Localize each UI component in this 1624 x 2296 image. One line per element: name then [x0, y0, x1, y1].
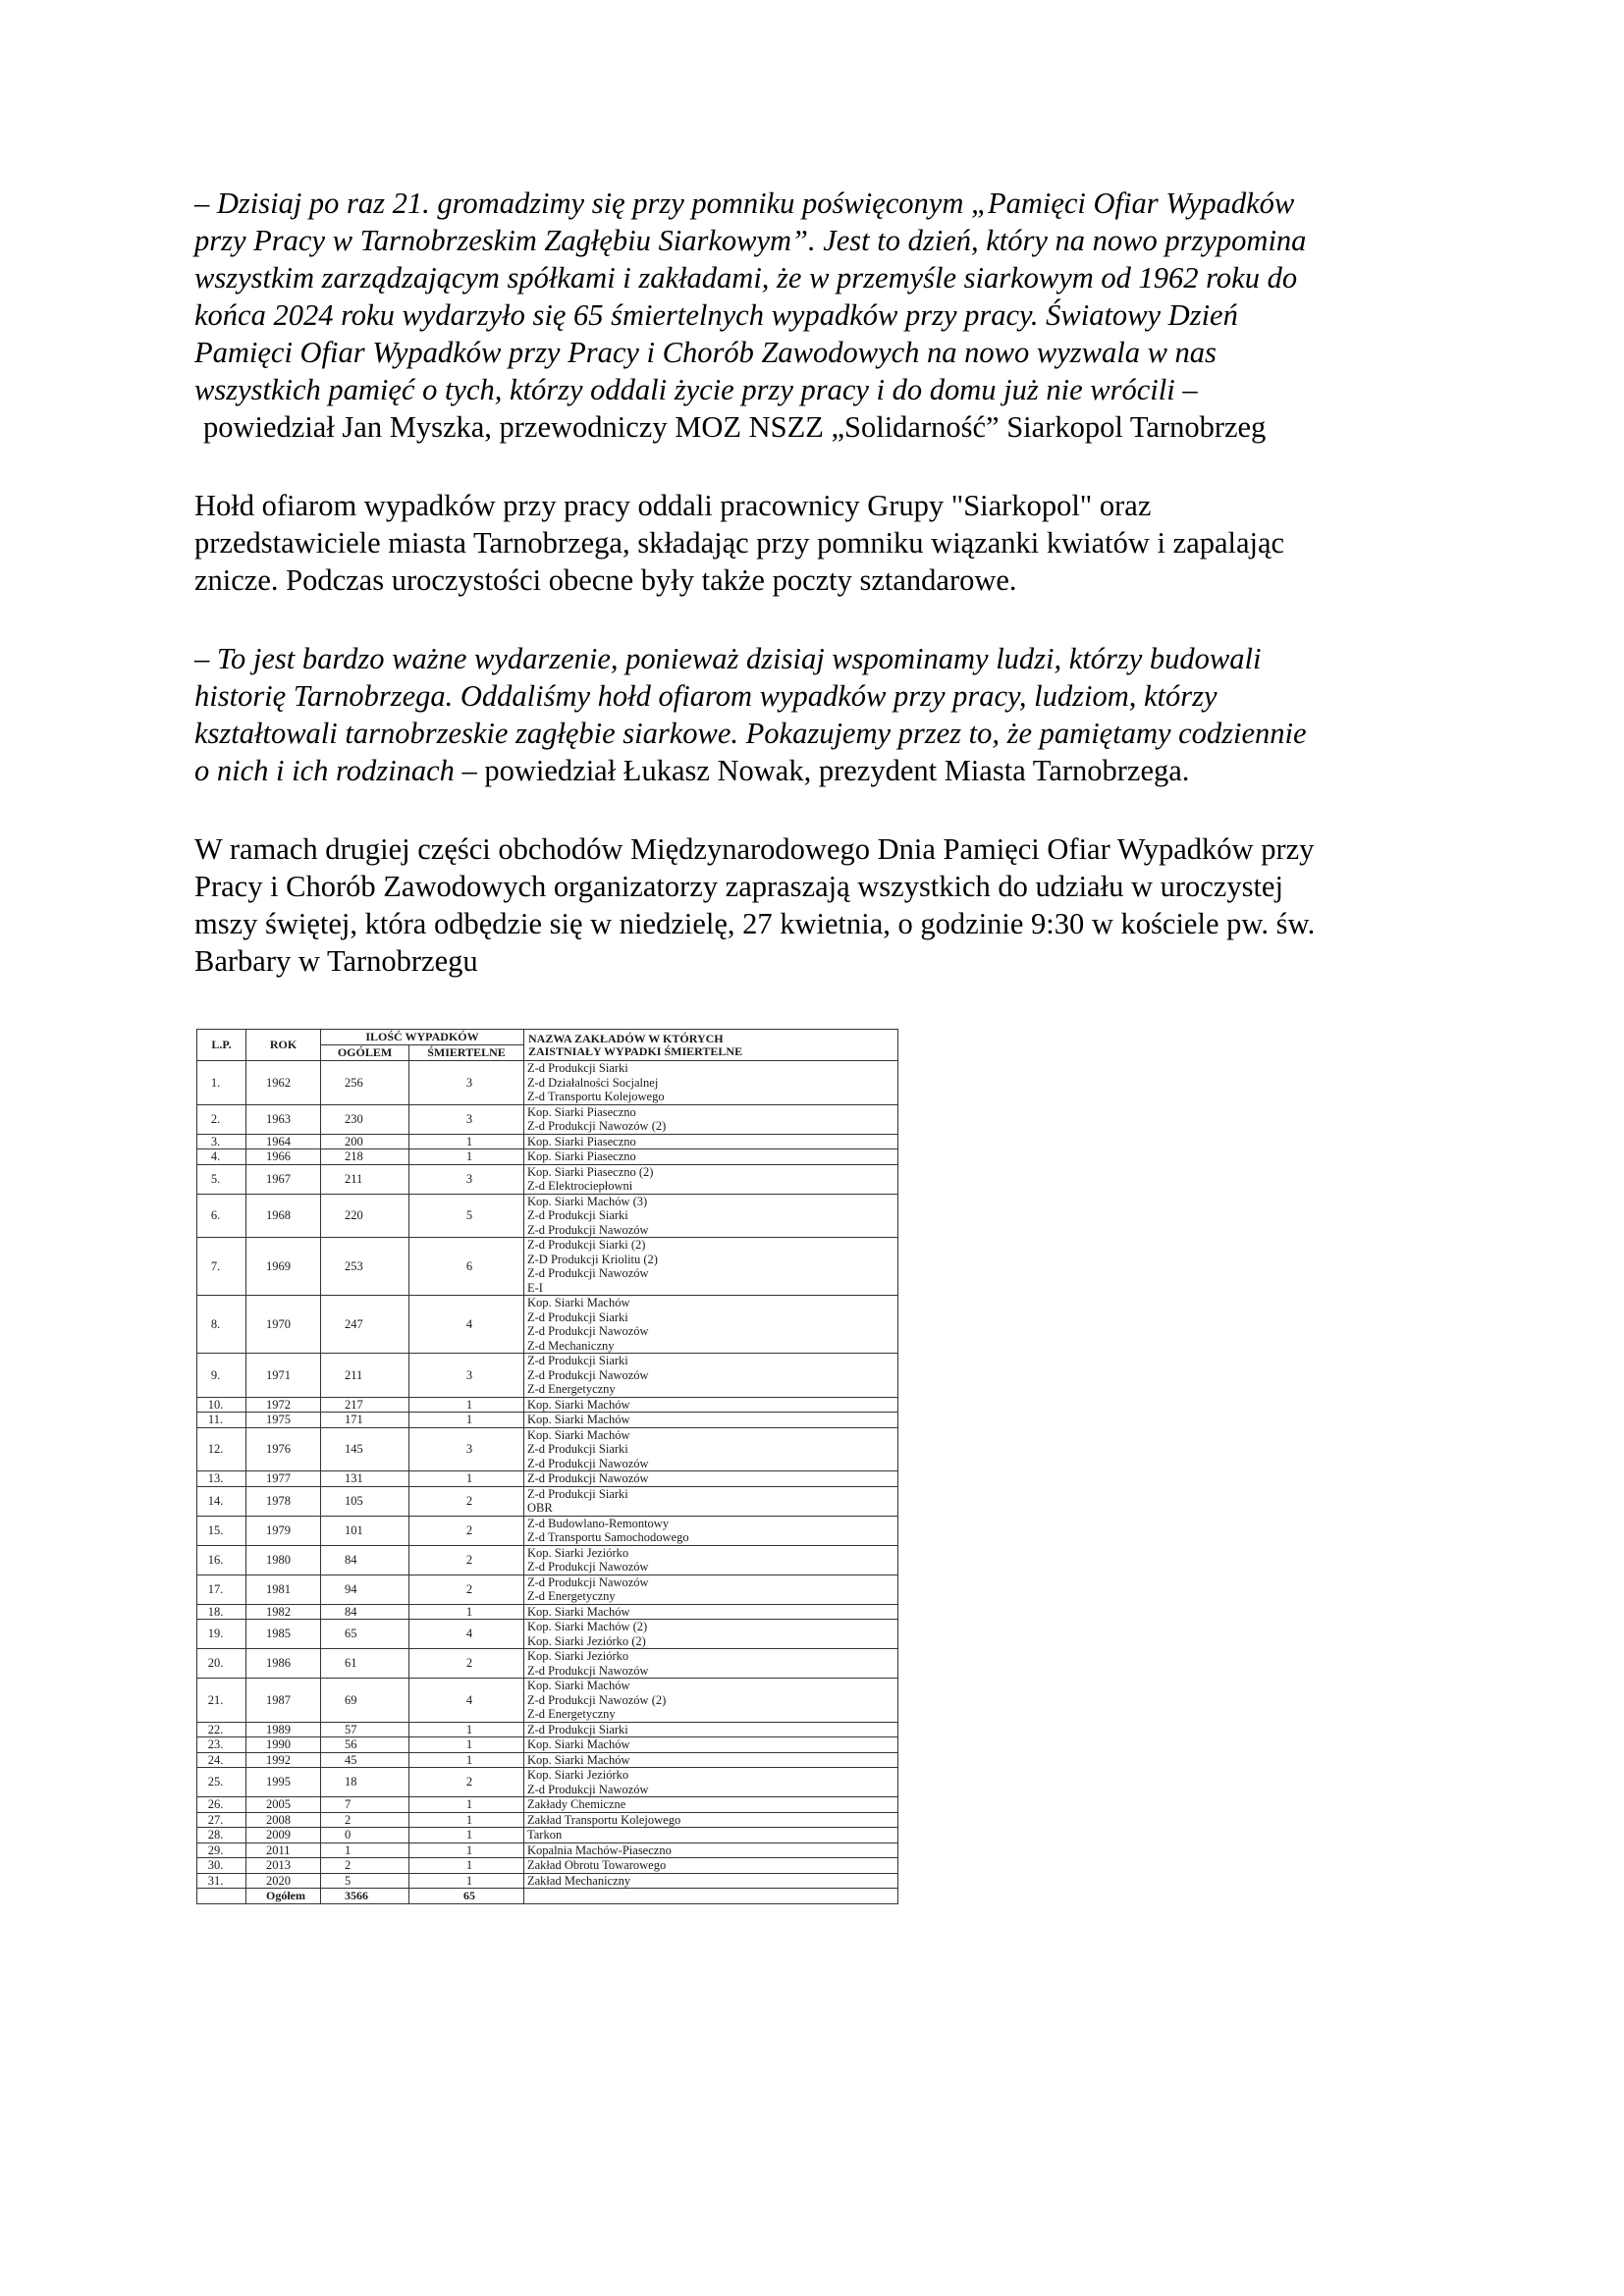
cell-rok: 1982 — [246, 1604, 321, 1620]
cell-lp: 7. — [197, 1238, 246, 1296]
cell-rok: 1986 — [246, 1649, 321, 1679]
cell-ogolem: 61 — [321, 1649, 409, 1679]
cell-lp: 27. — [197, 1812, 246, 1828]
header-nazwa-zakladow — [524, 1030, 898, 1061]
cell-ogolem: 211 — [321, 1164, 409, 1194]
cell-lp: 21. — [197, 1679, 246, 1723]
cell-ogolem: 45 — [321, 1752, 409, 1768]
table-row — [197, 1104, 898, 1134]
cell-zaklady — [524, 1842, 898, 1858]
zaklad-name: Kop. Siarki Machów — [527, 1427, 630, 1442]
cell-ogolem: 131 — [321, 1471, 409, 1487]
table-row — [197, 1679, 898, 1723]
zaklad-name: Z-d Produkcji Siarki — [527, 1061, 628, 1075]
cell-rok: 1987 — [246, 1679, 321, 1723]
zaklad-name: E-I — [527, 1280, 543, 1295]
cell-rok: 1976 — [246, 1427, 321, 1471]
cell-zaklady — [524, 1752, 898, 1768]
table-row — [197, 1413, 898, 1428]
header-nazwa-line1: NAZWA ZAKŁADÓW W KTÓRYCH — [528, 1031, 724, 1045]
cell-smiertelne: 2 — [409, 1575, 524, 1604]
total-smiertelne: 65 — [409, 1889, 524, 1904]
zaklad-name: Z-d Produkcji Nawozów — [527, 1471, 649, 1485]
cell-ogolem: 211 — [321, 1354, 409, 1398]
cell-ogolem: 218 — [321, 1149, 409, 1165]
table-row — [197, 1649, 898, 1679]
table-row — [197, 1797, 898, 1813]
cell-smiertelne: 1 — [409, 1752, 524, 1768]
text-line: przedstawiciele miasta Tarnobrzega, składając przy pomniku wiązanki kwiatów i zapalając — [194, 526, 1285, 560]
cell-rok: 2011 — [246, 1842, 321, 1858]
table-row — [197, 1149, 898, 1165]
table-body — [197, 1061, 898, 1889]
cell-zaklady — [524, 1604, 898, 1620]
cell-lp: 30. — [197, 1858, 246, 1874]
cell-lp: 23. — [197, 1737, 246, 1753]
zaklad-name: Z-d Produkcji Nawozów — [527, 1575, 649, 1589]
zaklad-name: Kop. Siarki Jeziórko — [527, 1545, 629, 1560]
cell-zaklady — [524, 1575, 898, 1604]
cell-lp: 14. — [197, 1486, 246, 1516]
cell-ogolem: 230 — [321, 1104, 409, 1134]
cell-ogolem: 101 — [321, 1516, 409, 1545]
text-line: wszystkich pamięć o tych, którzy oddali życie przy pracy i do domu już nie wrócili – — [194, 373, 1198, 406]
cell-rok: 2005 — [246, 1797, 321, 1813]
table-row — [197, 1427, 898, 1471]
cell-ogolem: 94 — [321, 1575, 409, 1604]
text-line: końca 2024 roku wydarzyło się 65 śmiertelnych wypadków przy pracy. Światowy Dzień — [194, 298, 1238, 332]
zaklad-name: Kop. Siarki Machów — [527, 1737, 630, 1751]
table-row — [197, 1873, 898, 1889]
cell-lp: 9. — [197, 1354, 246, 1398]
text-line: Barbary w Tarnobrzegu — [194, 944, 478, 978]
zaklad-name: Z-d Produkcji Nawozów — [527, 1782, 649, 1796]
cell-smiertelne: 1 — [409, 1842, 524, 1858]
cell-ogolem: 145 — [321, 1427, 409, 1471]
zaklad-name: Kop. Siarki Machów — [527, 1679, 630, 1692]
zaklad-name: Z-d Produkcji Nawozów — [527, 1367, 649, 1382]
zaklad-name: Kopalnia Machów-Piaseczno — [527, 1842, 672, 1857]
cell-lp: 26. — [197, 1797, 246, 1813]
zaklad-name: Kop. Siarki Machów — [527, 1397, 630, 1412]
zaklad-name: Z-d Transportu Kolejowego — [527, 1090, 665, 1103]
table-row — [197, 1842, 898, 1858]
cell-lp: 1. — [197, 1061, 246, 1105]
cell-smiertelne: 3 — [409, 1354, 524, 1398]
cell-zaklady — [524, 1104, 898, 1134]
cell-rok: 1990 — [246, 1737, 321, 1753]
cell-smiertelne: 5 — [409, 1194, 524, 1238]
attribution-myszka — [194, 408, 1432, 446]
table-row — [197, 1722, 898, 1737]
zaklad-name: Kop. Siarki Piaseczno — [527, 1134, 636, 1148]
cell-lp: 8. — [197, 1296, 246, 1354]
cell-zaklady — [524, 1545, 898, 1575]
cell-lp: 29. — [197, 1842, 246, 1858]
cell-smiertelne: 6 — [409, 1238, 524, 1296]
cell-zaklady — [524, 1679, 898, 1723]
cell-smiertelne: 3 — [409, 1061, 524, 1105]
text-line: Hołd ofiarom wypadków przy pracy oddali pracownicy Grupy "Siarkopol" oraz — [194, 489, 1152, 522]
table-row — [197, 1296, 898, 1354]
zaklad-name: Z-d Działalności Socjalnej — [527, 1075, 659, 1090]
text-line: Pamięci Ofiar Wypadków przy Pracy i Chorób Zawodowych na nowo wyzwala w nas — [194, 336, 1217, 369]
cell-smiertelne: 1 — [409, 1812, 524, 1828]
cell-zaklady — [524, 1722, 898, 1737]
cell-rok: 1992 — [246, 1752, 321, 1768]
cell-smiertelne: 3 — [409, 1164, 524, 1194]
cell-ogolem: 171 — [321, 1413, 409, 1428]
table-row — [197, 1545, 898, 1575]
table-row — [197, 1194, 898, 1238]
cell-rok: 1969 — [246, 1238, 321, 1296]
cell-lp: 3. — [197, 1134, 246, 1149]
zaklad-name: Z-d Produkcji Nawozów (2) — [527, 1692, 667, 1707]
table-row — [197, 1812, 898, 1828]
cell-zaklady — [524, 1858, 898, 1874]
cell-smiertelne: 1 — [409, 1828, 524, 1843]
table-row — [197, 1516, 898, 1545]
text-line: kształtowali tarnobrzeskie zagłębie siarkowe. Pokazujemy przez to, że pamiętamy codziennie — [194, 717, 1307, 750]
cell-lp: 22. — [197, 1722, 246, 1737]
zaklad-name: Z-d Produkcji Siarki — [527, 1309, 628, 1324]
cell-zaklady — [524, 1737, 898, 1753]
cell-lp: 13. — [197, 1471, 246, 1487]
zaklad-name: Zakład Transportu Kolejowego — [527, 1812, 681, 1827]
table-row — [197, 1164, 898, 1194]
table-row — [197, 1604, 898, 1620]
zaklad-name: Kop. Siarki Piaseczno — [527, 1104, 636, 1119]
cell-ogolem: 247 — [321, 1296, 409, 1354]
cell-ogolem: 0 — [321, 1828, 409, 1843]
zaklad-name: Z-d Energetyczny — [527, 1382, 616, 1396]
cell-rok: 1981 — [246, 1575, 321, 1604]
zaklad-name: Kop. Siarki Piaseczno (2) — [527, 1164, 654, 1179]
paragraph-tribute — [194, 487, 1432, 599]
table-row — [197, 1828, 898, 1843]
cell-lp: 16. — [197, 1545, 246, 1575]
text-line: powiedział Jan Myszka, przewodniczy MOZ NSZZ „Solidarność” Siarkopol Tarnobrzeg — [203, 410, 1267, 444]
zaklad-name: Z-d Elektrociepłowni — [527, 1179, 633, 1193]
zaklad-name: Z-d Produkcji Siarki (2) — [527, 1238, 646, 1252]
cell-zaklady — [524, 1873, 898, 1889]
cell-lp: 20. — [197, 1649, 246, 1679]
cell-zaklady — [524, 1149, 898, 1165]
zaklad-name: Z-d Produkcji Siarki — [527, 1722, 628, 1736]
text-line: historię Tarnobrzega. Oddaliśmy hołd ofiarom wypadków przy pracy, ludziom, którzy — [194, 679, 1218, 713]
cell-ogolem: 220 — [321, 1194, 409, 1238]
cell-zaklady — [524, 1354, 898, 1398]
zaklad-name: Z-d Produkcji Nawozów — [527, 1560, 649, 1574]
zaklad-name: Kop. Siarki Machów — [527, 1296, 630, 1309]
total-ogolem: 3566 — [321, 1889, 409, 1904]
zaklad-name: Kop. Siarki Jeziórko — [527, 1768, 629, 1782]
cell-smiertelne: 1 — [409, 1149, 524, 1165]
zaklad-name: Kop. Siarki Machów — [527, 1752, 630, 1767]
zaklad-name: Tarkon — [527, 1828, 563, 1842]
table-row — [197, 1134, 898, 1149]
cell-rok: 1995 — [246, 1768, 321, 1797]
cell-zaklady — [524, 1768, 898, 1797]
attribution-nowak: – powiedział Łukasz Nowak, prezydent Miasta Tarnobrzega. — [454, 754, 1190, 787]
zaklad-name: Kop. Siarki Machów — [527, 1413, 630, 1426]
cell-lp: 28. — [197, 1828, 246, 1843]
table-row — [197, 1486, 898, 1516]
cell-ogolem: 84 — [321, 1545, 409, 1575]
text-line — [194, 752, 1432, 789]
table-row — [197, 1397, 898, 1413]
zaklad-name: Z-D Produkcji Kriolitu (2) — [527, 1252, 658, 1266]
cell-rok: 1968 — [246, 1194, 321, 1238]
cell-smiertelne: 2 — [409, 1486, 524, 1516]
cell-ogolem: 84 — [321, 1604, 409, 1620]
cell-rok: 1979 — [246, 1516, 321, 1545]
cell-rok: 1963 — [246, 1104, 321, 1134]
cell-rok: 1975 — [246, 1413, 321, 1428]
cell-ogolem: 2 — [321, 1812, 409, 1828]
accident-table — [196, 1029, 898, 1904]
cell-ogolem: 18 — [321, 1768, 409, 1797]
cell-ogolem: 217 — [321, 1397, 409, 1413]
cell-smiertelne: 1 — [409, 1397, 524, 1413]
zaklad-name: Z-d Budowlano-Remontowy — [527, 1516, 670, 1530]
zaklad-name: Z-d Produkcji Siarki — [527, 1442, 628, 1456]
cell-smiertelne: 2 — [409, 1768, 524, 1797]
cell-zaklady — [524, 1427, 898, 1471]
table-row — [197, 1354, 898, 1398]
cell-smiertelne: 4 — [409, 1296, 524, 1354]
cell-lp: 6. — [197, 1194, 246, 1238]
zaklad-name: Z-d Energetyczny — [527, 1707, 616, 1721]
cell-smiertelne: 1 — [409, 1134, 524, 1149]
cell-zaklady — [524, 1471, 898, 1487]
cell-ogolem: 5 — [321, 1873, 409, 1889]
cell-zaklady — [524, 1134, 898, 1149]
cell-zaklady — [524, 1296, 898, 1354]
text-line: znicze. Podczas uroczystości obecne były także poczty sztandarowe. — [194, 563, 1017, 597]
cell-smiertelne: 1 — [409, 1873, 524, 1889]
cell-smiertelne: 1 — [409, 1797, 524, 1813]
cell-lp: 31. — [197, 1873, 246, 1889]
table-row — [197, 1061, 898, 1105]
cell-rok: 1970 — [246, 1296, 321, 1354]
cell-smiertelne: 1 — [409, 1858, 524, 1874]
cell-ogolem: 57 — [321, 1722, 409, 1737]
zaklad-name: Z-d Produkcji Nawozów (2) — [527, 1119, 667, 1133]
cell-zaklady — [524, 1812, 898, 1828]
cell-ogolem: 7 — [321, 1797, 409, 1813]
table-total-row — [197, 1889, 898, 1904]
zaklad-name: Z-d Produkcji Nawozów — [527, 1266, 649, 1280]
cell-ogolem: 200 — [321, 1134, 409, 1149]
cell-smiertelne: 1 — [409, 1471, 524, 1487]
table-row — [197, 1768, 898, 1797]
zaklad-name: Z-d Produkcji Nawozów — [527, 1222, 649, 1237]
cell-rok: 2020 — [246, 1873, 321, 1889]
cell-lp: 18. — [197, 1604, 246, 1620]
zaklad-name: Zakłady Chemiczne — [527, 1797, 626, 1811]
cell-rok: 1978 — [246, 1486, 321, 1516]
zaklad-name: Z-d Produkcji Siarki — [527, 1208, 628, 1222]
zaklad-name: Kop. Siarki Machów — [527, 1604, 630, 1619]
text-line: wszystkim zarządzającym spółkami i zakładami, że w przemyśle siarkowym od 1962 roku do — [194, 261, 1298, 294]
cell-zaklady — [524, 1397, 898, 1413]
cell-ogolem: 105 — [321, 1486, 409, 1516]
text-line: – To jest bardzo ważne wydarzenie, ponieważ dzisiaj wspominamy ludzi, którzy budowali — [194, 642, 1262, 675]
table-row — [197, 1737, 898, 1753]
zaklad-name: Kop. Siarki Jeziórko (2) — [527, 1633, 646, 1648]
zaklad-name: Z-d Produkcji Nawozów — [527, 1456, 649, 1470]
italic-fragment: o nich i ich rodzinach — [194, 754, 455, 787]
table-row — [197, 1238, 898, 1296]
cell-lp: 5. — [197, 1164, 246, 1194]
zaklad-name: Z-d Transportu Samochodowego — [527, 1530, 689, 1544]
cell-zaklady — [524, 1828, 898, 1843]
cell-zaklady — [524, 1164, 898, 1194]
cell-rok: 1966 — [246, 1149, 321, 1165]
text-line: W ramach drugiej części obchodów Międzynarodowego Dnia Pamięci Ofiar Wypadków przy — [194, 832, 1315, 866]
table-row — [197, 1575, 898, 1604]
cell-rok: 1980 — [246, 1545, 321, 1575]
cell-smiertelne: 1 — [409, 1737, 524, 1753]
table-row — [197, 1858, 898, 1874]
zaklad-name: Z-d Produkcji Siarki — [527, 1486, 628, 1501]
cell-rok: 1989 — [246, 1722, 321, 1737]
header-rok: ROK — [246, 1030, 321, 1061]
accident-table-scan — [196, 1029, 897, 1904]
cell-rok: 1964 — [246, 1134, 321, 1149]
article-body — [194, 185, 1432, 980]
cell-smiertelne: 4 — [409, 1679, 524, 1723]
cell-ogolem: 69 — [321, 1679, 409, 1723]
cell-rok: 1967 — [246, 1164, 321, 1194]
cell-lp: 10. — [197, 1397, 246, 1413]
zaklad-name: Z-d Mechaniczny — [527, 1338, 615, 1353]
quote-paragraph-myszka — [194, 185, 1432, 408]
cell-rok: 1971 — [246, 1354, 321, 1398]
cell-zaklady — [524, 1413, 898, 1428]
cell-rok: 1972 — [246, 1397, 321, 1413]
table-row — [197, 1620, 898, 1649]
zaklad-name: Kop. Siarki Machów (2) — [527, 1620, 648, 1633]
cell-smiertelne: 1 — [409, 1722, 524, 1737]
cell-ogolem: 56 — [321, 1737, 409, 1753]
table-row — [197, 1471, 898, 1487]
cell-ogolem: 1 — [321, 1842, 409, 1858]
zaklad-name: Zakład Mechaniczny — [527, 1873, 631, 1888]
cell-smiertelne: 2 — [409, 1545, 524, 1575]
text-line: mszy świętej, która odbędzie się w niedzielę, 27 kwietnia, o godzinie 9:30 w kościele pw. św. — [194, 907, 1316, 940]
cell-zaklady — [524, 1620, 898, 1649]
cell-rok: 2008 — [246, 1812, 321, 1828]
text-line: przy Pracy w Tarnobrzeskim Zagłębiu Siarkowym”. Jest to dzień, który na nowo przypomina — [194, 224, 1307, 257]
cell-smiertelne: 1 — [409, 1413, 524, 1428]
cell-rok: 1985 — [246, 1620, 321, 1649]
cell-rok: 1977 — [246, 1471, 321, 1487]
cell-zaklady — [524, 1797, 898, 1813]
cell-lp: 2. — [197, 1104, 246, 1134]
cell-lp: 4. — [197, 1149, 246, 1165]
cell-ogolem: 253 — [321, 1238, 409, 1296]
zaklad-name: OBR — [527, 1501, 553, 1515]
cell-ogolem: 256 — [321, 1061, 409, 1105]
header-ilosc-wypadkow: ILOŚĆ WYPADKÓW — [321, 1030, 524, 1045]
cell-zaklady — [524, 1486, 898, 1516]
zaklad-name: Z-d Energetyczny — [527, 1589, 616, 1603]
zaklad-name: Kop. Siarki Jeziórko — [527, 1649, 629, 1663]
quote-paragraph-nowak — [194, 640, 1432, 789]
cell-rok: 2009 — [246, 1828, 321, 1843]
paragraph-mass-invitation — [194, 830, 1432, 980]
header-ogolem: OGÓLEM — [321, 1045, 409, 1061]
table-row — [197, 1752, 898, 1768]
cell-zaklady — [524, 1061, 898, 1105]
zaklad-name: Z-d Produkcji Nawozów — [527, 1663, 649, 1678]
cell-smiertelne: 3 — [409, 1104, 524, 1134]
table-header-row — [197, 1030, 898, 1045]
cell-lp: 19. — [197, 1620, 246, 1649]
zaklad-name: Kop. Siarki Machów (3) — [527, 1194, 648, 1208]
text-line: – Dzisiaj po raz 21. gromadzimy się przy pomniku poświęconym „Pamięci Ofiar Wypadków — [194, 187, 1295, 220]
cell-rok: 1962 — [246, 1061, 321, 1105]
cell-zaklady — [524, 1649, 898, 1679]
header-lp: L.P. — [197, 1030, 246, 1061]
cell-ogolem: 65 — [321, 1620, 409, 1649]
header-nazwa-line2: ZAISTNIAŁY WYPADKI ŚMIERTELNE — [528, 1043, 743, 1058]
cell-lp: 15. — [197, 1516, 246, 1545]
zaklad-name: Zakład Obrotu Towarowego — [527, 1858, 667, 1872]
cell-lp: 24. — [197, 1752, 246, 1768]
cell-zaklady — [524, 1516, 898, 1545]
cell-zaklady — [524, 1238, 898, 1296]
cell-lp: 11. — [197, 1413, 246, 1428]
cell-rok: 2013 — [246, 1858, 321, 1874]
cell-lp: 17. — [197, 1575, 246, 1604]
zaklad-name: Z-d Produkcji Siarki — [527, 1354, 628, 1367]
cell-smiertelne: 3 — [409, 1427, 524, 1471]
total-label: Ogółem — [246, 1889, 321, 1904]
cell-smiertelne: 1 — [409, 1604, 524, 1620]
cell-smiertelne: 4 — [409, 1620, 524, 1649]
cell-ogolem: 2 — [321, 1858, 409, 1874]
cell-smiertelne: 2 — [409, 1649, 524, 1679]
cell-lp: 12. — [197, 1427, 246, 1471]
zaklad-name: Kop. Siarki Piaseczno — [527, 1149, 636, 1163]
cell-smiertelne: 2 — [409, 1516, 524, 1545]
cell-zaklady — [524, 1194, 898, 1238]
header-smiertelne: ŚMIERTELNE — [409, 1045, 524, 1061]
cell-lp: 25. — [197, 1768, 246, 1797]
zaklad-name: Z-d Produkcji Nawozów — [527, 1324, 649, 1338]
text-line: Pracy i Chorób Zawodowych organizatorzy zapraszają wszystkich do udziału w uroczystej — [194, 870, 1283, 903]
